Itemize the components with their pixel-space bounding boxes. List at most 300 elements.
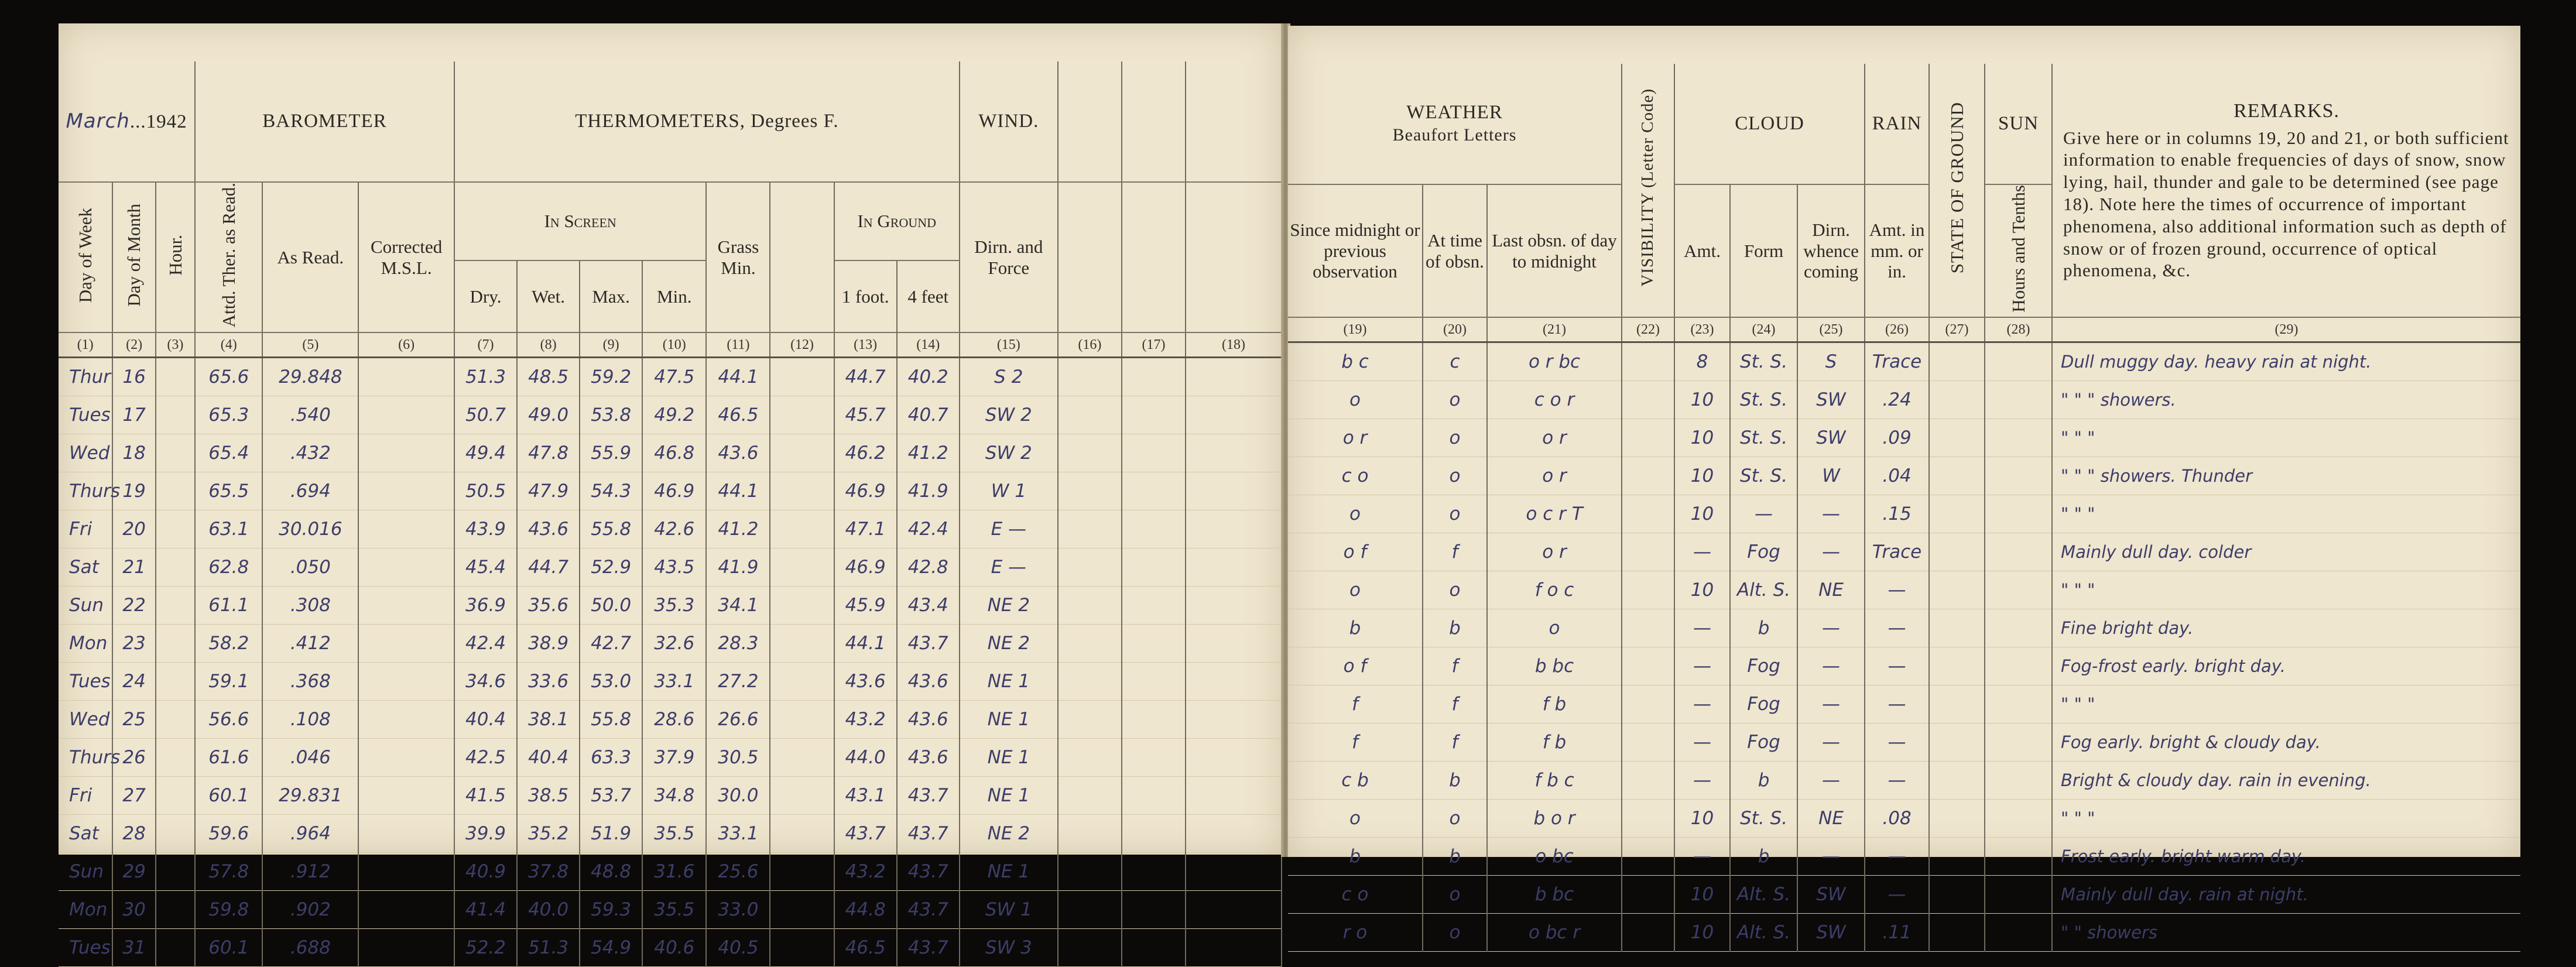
right-table-cell bbox=[1929, 533, 1985, 571]
right-table-cell: Alt. S. bbox=[1730, 914, 1797, 952]
left-table-cell: 18 bbox=[112, 434, 155, 472]
right-table-row bbox=[1288, 609, 2520, 647]
left-table-cell: 23 bbox=[112, 625, 155, 663]
left-table-cell: 43.7 bbox=[897, 777, 960, 815]
right-table-cell: 10 bbox=[1674, 571, 1730, 609]
right-table-cell: o f bbox=[1288, 647, 1423, 685]
left-table-cell bbox=[770, 434, 834, 472]
left-table-cell: 40.7 bbox=[897, 396, 960, 434]
left-table-cell: 42.7 bbox=[580, 625, 642, 663]
right-table-row bbox=[1288, 762, 2520, 800]
left-table-cell: 43.7 bbox=[897, 891, 960, 929]
left-table-row bbox=[59, 663, 1282, 701]
right-table-cell: b bbox=[1423, 762, 1487, 800]
visibility-header: VISIBILITY (Letter Code) bbox=[1622, 64, 1674, 317]
right-table-row bbox=[1288, 647, 2520, 685]
right-table-cell: b bbox=[1730, 838, 1797, 876]
left-table-cell: 26.6 bbox=[706, 701, 770, 739]
right-table-cell: b bbox=[1423, 609, 1487, 647]
left-observation-table bbox=[59, 61, 1282, 967]
right-table-cell: Fog-frost early. bright day. bbox=[2052, 647, 2520, 685]
left-page bbox=[59, 23, 1283, 959]
right-table-cell: o bbox=[1423, 914, 1487, 952]
right-table-cell: — bbox=[1797, 647, 1865, 685]
left-table-cell bbox=[1122, 472, 1186, 510]
left-table-cell: 65.3 bbox=[195, 396, 262, 434]
wet-header: Wet. bbox=[517, 260, 580, 332]
left-table-cell: 44.7 bbox=[517, 548, 580, 587]
left-table-cell: 41.2 bbox=[706, 510, 770, 548]
left-table-cell bbox=[1186, 739, 1282, 777]
right-table-cell: o bbox=[1423, 419, 1487, 457]
left-table-cell: Mon bbox=[59, 891, 112, 929]
left-table-cell: Tues bbox=[59, 663, 112, 701]
left-table-cell: NE 1 bbox=[960, 663, 1058, 701]
left-table-cell bbox=[1122, 701, 1186, 739]
left-table-cell: Thurs bbox=[59, 739, 112, 777]
left-table-cell bbox=[358, 625, 454, 663]
right-table-cell: — bbox=[1797, 762, 1865, 800]
left-table-cell bbox=[1058, 777, 1122, 815]
left-table-cell bbox=[156, 396, 195, 434]
left-column-number: (13) bbox=[834, 332, 897, 358]
left-table-cell bbox=[770, 358, 834, 396]
left-table-cell: 43.5 bbox=[642, 548, 706, 587]
left-table-cell: 33.1 bbox=[706, 815, 770, 853]
right-table-row bbox=[1288, 457, 2520, 495]
left-table-cell bbox=[1186, 701, 1282, 739]
left-column-number: (6) bbox=[358, 332, 454, 358]
right-table-cell: b bbox=[1730, 609, 1797, 647]
left-table-cell: 44.7 bbox=[834, 358, 897, 396]
left-table-cell: 57.8 bbox=[195, 853, 262, 891]
left-table-cell: Mon bbox=[59, 625, 112, 663]
left-table-cell: W 1 bbox=[960, 472, 1058, 510]
left-table-cell bbox=[358, 548, 454, 587]
left-table-cell bbox=[1122, 929, 1186, 967]
right-table-cell: Mainly dull day. colder bbox=[2052, 533, 2520, 571]
left-table-cell bbox=[770, 625, 834, 663]
weather-header bbox=[1288, 64, 1622, 184]
left-table-cell bbox=[1122, 815, 1186, 853]
right-table-cell: " " showers bbox=[2052, 914, 2520, 952]
right-table-cell: Frost early. bright warm day. bbox=[2052, 838, 2520, 876]
remarks-header bbox=[2052, 64, 2520, 317]
left-table-cell: 55.9 bbox=[580, 434, 642, 472]
right-column-number: (21) bbox=[1487, 317, 1622, 342]
left-table-cell bbox=[1186, 358, 1282, 396]
right-column-number: (19) bbox=[1288, 317, 1423, 342]
right-table-cell bbox=[1985, 457, 2052, 495]
right-table-cell: Fog bbox=[1730, 647, 1797, 685]
left-table-cell: 39.9 bbox=[454, 815, 517, 853]
right-table-cell: f b c bbox=[1487, 762, 1622, 800]
right-table-cell: 8 bbox=[1674, 342, 1730, 381]
left-table-cell: Wed bbox=[59, 434, 112, 472]
one-foot-header: 1 foot. bbox=[834, 260, 897, 332]
right-table-cell: — bbox=[1865, 876, 1929, 914]
left-table-cell: 65.6 bbox=[195, 358, 262, 396]
right-table-cell: o r bbox=[1487, 457, 1622, 495]
right-table-cell: Fog early. bright & cloudy day. bbox=[2052, 723, 2520, 762]
left-table-cell: 43.7 bbox=[897, 929, 960, 967]
right-table-cell: — bbox=[1797, 533, 1865, 571]
left-table-cell bbox=[156, 853, 195, 891]
left-table-cell: Sun bbox=[59, 853, 112, 891]
left-table-cell bbox=[1058, 548, 1122, 587]
right-table-cell: o r bbox=[1487, 419, 1622, 457]
left-table-cell bbox=[358, 701, 454, 739]
left-table-cell: 35.2 bbox=[517, 815, 580, 853]
right-table-cell: c o r bbox=[1487, 381, 1622, 419]
left-table-cell bbox=[1122, 510, 1186, 548]
month-name: March bbox=[66, 109, 130, 133]
left-table-cell: 46.9 bbox=[834, 472, 897, 510]
left-table-cell bbox=[770, 701, 834, 739]
right-table-cell: Fog bbox=[1730, 685, 1797, 723]
left-table-cell: 17 bbox=[112, 396, 155, 434]
right-table-row bbox=[1288, 571, 2520, 609]
right-table-cell: — bbox=[1674, 762, 1730, 800]
rain-amt-header: Amt. in mm. or in. bbox=[1865, 184, 1929, 317]
left-table-cell: 46.9 bbox=[834, 548, 897, 587]
left-table-cell: 27 bbox=[112, 777, 155, 815]
left-table-row bbox=[59, 853, 1282, 891]
left-table-cell: 38.5 bbox=[517, 777, 580, 815]
right-table-cell: 10 bbox=[1674, 876, 1730, 914]
left-table-row bbox=[59, 587, 1282, 625]
right-table-cell: Mainly dull day. rain at night. bbox=[2052, 876, 2520, 914]
right-table-cell: .09 bbox=[1865, 419, 1929, 457]
left-table-cell: 47.5 bbox=[642, 358, 706, 396]
left-table-cell: 45.4 bbox=[454, 548, 517, 587]
blank-sub-16 bbox=[1058, 182, 1122, 332]
right-observation-table bbox=[1288, 64, 2520, 952]
right-table-cell bbox=[1622, 647, 1674, 685]
right-table-cell: SW bbox=[1797, 876, 1865, 914]
right-table-cell: — bbox=[1865, 838, 1929, 876]
left-table-cell: 46.5 bbox=[706, 396, 770, 434]
left-table-cell bbox=[1122, 777, 1186, 815]
right-table-cell: — bbox=[1865, 685, 1929, 723]
at-time-header: At time of obsn. bbox=[1423, 184, 1487, 317]
blank-header-16 bbox=[1058, 61, 1122, 182]
left-table-row bbox=[59, 777, 1282, 815]
right-table-row bbox=[1288, 685, 2520, 723]
left-table-cell: 55.8 bbox=[580, 701, 642, 739]
right-table-cell: o bbox=[1423, 876, 1487, 914]
left-table-cell: NE 2 bbox=[960, 625, 1058, 663]
left-table-cell: 49.0 bbox=[517, 396, 580, 434]
right-table-cell: b bbox=[1288, 838, 1423, 876]
attd-ther-header: Attd. Ther. as Read. bbox=[195, 182, 262, 332]
right-table-cell bbox=[1985, 723, 2052, 762]
left-table-cell: 41.2 bbox=[897, 434, 960, 472]
left-table-cell bbox=[1186, 587, 1282, 625]
left-table-cell: 28.6 bbox=[642, 701, 706, 739]
right-table-cell: 10 bbox=[1674, 800, 1730, 838]
right-table-cell bbox=[1622, 609, 1674, 647]
left-table-cell: 42.6 bbox=[642, 510, 706, 548]
right-table-cell bbox=[1985, 800, 2052, 838]
right-table-cell: Fog bbox=[1730, 533, 1797, 571]
left-table-cell: 44.8 bbox=[834, 891, 897, 929]
right-table-row bbox=[1288, 800, 2520, 838]
left-column-number: (1) bbox=[59, 332, 112, 358]
right-column-number: (29) bbox=[2052, 317, 2520, 342]
left-table-cell: 26 bbox=[112, 739, 155, 777]
right-table-cell: " " " bbox=[2052, 419, 2520, 457]
right-table-cell bbox=[1985, 571, 2052, 609]
left-table-cell bbox=[1122, 358, 1186, 396]
left-table-cell: 43.6 bbox=[897, 663, 960, 701]
right-table-cell: Dull muggy day. heavy rain at night. bbox=[2052, 342, 2520, 381]
right-table-row bbox=[1288, 381, 2520, 419]
left-table-cell: 22 bbox=[112, 587, 155, 625]
right-table-cell: Alt. S. bbox=[1730, 876, 1797, 914]
left-column-number: (5) bbox=[262, 332, 358, 358]
left-table-cell: 58.2 bbox=[195, 625, 262, 663]
left-table-cell bbox=[1186, 434, 1282, 472]
right-table-row bbox=[1288, 342, 2520, 381]
right-column-number: (28) bbox=[1985, 317, 2052, 342]
left-table-cell bbox=[770, 929, 834, 967]
left-table-cell bbox=[358, 663, 454, 701]
left-column-number: (12) bbox=[770, 332, 834, 358]
left-table-row bbox=[59, 358, 1282, 396]
left-table-cell: Thur bbox=[59, 358, 112, 396]
right-table-cell: — bbox=[1674, 647, 1730, 685]
left-table-cell: .912 bbox=[262, 853, 358, 891]
right-table-cell bbox=[1622, 914, 1674, 952]
right-table-body bbox=[1288, 342, 2520, 952]
left-table-cell: 40.5 bbox=[706, 929, 770, 967]
left-table-cell bbox=[1058, 739, 1122, 777]
right-table-cell: — bbox=[1865, 723, 1929, 762]
left-table-cell: 37.8 bbox=[517, 853, 580, 891]
left-table-cell bbox=[358, 739, 454, 777]
left-table-cell: 40.6 bbox=[642, 929, 706, 967]
right-table-cell: f bbox=[1423, 723, 1487, 762]
left-table-cell: 52.9 bbox=[580, 548, 642, 587]
left-table-cell: 59.3 bbox=[580, 891, 642, 929]
right-table-cell: Trace bbox=[1865, 533, 1929, 571]
last-obs-header: Last obsn. of day to midnight bbox=[1487, 184, 1622, 317]
right-table-cell: .15 bbox=[1865, 495, 1929, 533]
left-table-cell: 25.6 bbox=[706, 853, 770, 891]
left-table-cell: NE 1 bbox=[960, 777, 1058, 815]
left-table-cell: .964 bbox=[262, 815, 358, 853]
left-table-cell bbox=[358, 815, 454, 853]
left-table-cell bbox=[1186, 396, 1282, 434]
right-table-cell: St. S. bbox=[1730, 342, 1797, 381]
left-table-cell: 42.5 bbox=[454, 739, 517, 777]
right-table-cell bbox=[1929, 495, 1985, 533]
left-table-cell bbox=[1186, 891, 1282, 929]
right-table-cell: o bbox=[1423, 800, 1487, 838]
left-table-cell bbox=[358, 510, 454, 548]
right-table-cell: — bbox=[1797, 723, 1865, 762]
left-table-cell: 25 bbox=[112, 701, 155, 739]
right-table-cell: 10 bbox=[1674, 457, 1730, 495]
left-column-number: (18) bbox=[1186, 332, 1282, 358]
corrected-msl-header: Corrected M.S.L. bbox=[358, 182, 454, 332]
left-table-cell: 45.9 bbox=[834, 587, 897, 625]
right-table-cell: c bbox=[1423, 342, 1487, 381]
right-table-cell bbox=[1622, 419, 1674, 457]
left-table-cell bbox=[358, 587, 454, 625]
right-table-cell: o bbox=[1423, 381, 1487, 419]
right-table-row bbox=[1288, 723, 2520, 762]
left-table-row bbox=[59, 434, 1282, 472]
left-table-cell bbox=[1186, 510, 1282, 548]
right-table-cell: b bc bbox=[1487, 876, 1622, 914]
left-table-cell bbox=[156, 472, 195, 510]
left-table-cell: .046 bbox=[262, 739, 358, 777]
right-table-cell bbox=[1929, 571, 1985, 609]
left-table-cell: .108 bbox=[262, 701, 358, 739]
left-column-number: (4) bbox=[195, 332, 262, 358]
left-table-cell bbox=[1058, 625, 1122, 663]
left-table-cell bbox=[1058, 663, 1122, 701]
day-of-month-header: Day of Month bbox=[112, 182, 155, 332]
left-table-cell: .368 bbox=[262, 663, 358, 701]
left-table-cell: 47.8 bbox=[517, 434, 580, 472]
left-table-cell: 53.7 bbox=[580, 777, 642, 815]
right-table-cell: b c bbox=[1288, 342, 1423, 381]
left-table-cell: 59.1 bbox=[195, 663, 262, 701]
year-label: ...1942 bbox=[129, 111, 187, 132]
right-table-cell: SW bbox=[1797, 381, 1865, 419]
left-table-row bbox=[59, 472, 1282, 510]
left-table-cell bbox=[1122, 739, 1186, 777]
right-table-cell bbox=[1929, 419, 1985, 457]
left-table-cell: 63.3 bbox=[580, 739, 642, 777]
right-table-cell: o c r T bbox=[1487, 495, 1622, 533]
right-table-cell: — bbox=[1797, 495, 1865, 533]
left-table-cell bbox=[358, 472, 454, 510]
left-table-cell: Fri bbox=[59, 510, 112, 548]
left-table-cell: 42.4 bbox=[454, 625, 517, 663]
max-header: Max. bbox=[580, 260, 642, 332]
left-table-cell bbox=[156, 739, 195, 777]
right-table-cell: — bbox=[1674, 533, 1730, 571]
left-table-cell: 48.8 bbox=[580, 853, 642, 891]
left-column-numbers bbox=[59, 332, 1282, 358]
right-table-cell: — bbox=[1865, 571, 1929, 609]
left-table-cell: 40.0 bbox=[517, 891, 580, 929]
left-column-number: (16) bbox=[1058, 332, 1122, 358]
left-table-row bbox=[59, 548, 1282, 587]
dry-header: Dry. bbox=[454, 260, 517, 332]
right-table-cell: o bbox=[1423, 495, 1487, 533]
left-table-cell bbox=[1122, 625, 1186, 663]
left-table-cell: 54.9 bbox=[580, 929, 642, 967]
left-table-cell: 51.9 bbox=[580, 815, 642, 853]
left-table-cell: .688 bbox=[262, 929, 358, 967]
right-table-cell: c o bbox=[1288, 876, 1423, 914]
left-column-number: (2) bbox=[112, 332, 155, 358]
left-table-cell bbox=[156, 891, 195, 929]
right-table-cell: o bbox=[1288, 571, 1423, 609]
right-table-row bbox=[1288, 838, 2520, 876]
left-table-cell: 38.1 bbox=[517, 701, 580, 739]
left-table-cell: NE 1 bbox=[960, 853, 1058, 891]
right-table-cell: " " " bbox=[2052, 800, 2520, 838]
right-table-cell: Alt. S. bbox=[1730, 571, 1797, 609]
right-table-cell: — bbox=[1797, 609, 1865, 647]
right-table-cell: f bbox=[1423, 647, 1487, 685]
left-table-cell: 24 bbox=[112, 663, 155, 701]
left-table-cell: 35.6 bbox=[517, 587, 580, 625]
left-table-cell: 36.9 bbox=[454, 587, 517, 625]
left-table-cell bbox=[770, 663, 834, 701]
left-table-cell: 43.6 bbox=[897, 739, 960, 777]
left-table-cell bbox=[1058, 396, 1122, 434]
left-table-cell bbox=[1122, 587, 1186, 625]
right-table-cell: f b bbox=[1487, 723, 1622, 762]
left-table-cell: 21 bbox=[112, 548, 155, 587]
left-column-number: (7) bbox=[454, 332, 517, 358]
right-table-cell: f bbox=[1288, 685, 1423, 723]
blank-header-18 bbox=[1186, 61, 1282, 182]
left-table-cell: Sun bbox=[59, 587, 112, 625]
left-table-cell: NE 1 bbox=[960, 701, 1058, 739]
left-table-cell: 50.5 bbox=[454, 472, 517, 510]
left-column-number: (14) bbox=[897, 332, 960, 358]
left-table-cell: 31.6 bbox=[642, 853, 706, 891]
day-of-week-header: Day of Week bbox=[59, 182, 112, 332]
left-table-cell: 51.3 bbox=[517, 929, 580, 967]
state-of-ground-header: STATE OF GROUND bbox=[1929, 64, 1985, 317]
right-table-cell: — bbox=[1674, 609, 1730, 647]
left-table-cell bbox=[1058, 929, 1122, 967]
right-table-cell: f bbox=[1423, 685, 1487, 723]
right-table-cell: " " " bbox=[2052, 495, 2520, 533]
right-table-cell: o bc r bbox=[1487, 914, 1622, 952]
thermometers-header: THERMOMETERS, Degrees F. bbox=[454, 61, 960, 182]
right-table-cell: .04 bbox=[1865, 457, 1929, 495]
left-table-cell bbox=[1058, 358, 1122, 396]
sun-hours-header: Hours and Tenths bbox=[1985, 184, 2052, 317]
left-table-row bbox=[59, 510, 1282, 548]
right-table-cell bbox=[1622, 838, 1674, 876]
left-column-number: (11) bbox=[706, 332, 770, 358]
remarks-instructions: Give here or in columns 19, 20 and 21, or both sufficient information to enable frequencies of days of snow, snow lying, hail, thunder and gale to be determined (see page 18). Note here the times of occurrence of important phenomena, also additional information such as depth of snow or of frozen ground, occurrence of optical phenomena, &c. bbox=[2063, 127, 2509, 281]
right-table-cell: — bbox=[1797, 685, 1865, 723]
wind-dirn-force-header: Dirn. and Force bbox=[960, 182, 1058, 332]
left-table-cell: 43.1 bbox=[834, 777, 897, 815]
left-table-cell: S 2 bbox=[960, 358, 1058, 396]
left-table-cell: 59.8 bbox=[195, 891, 262, 929]
right-table-cell: — bbox=[1674, 723, 1730, 762]
right-table-cell: Fog bbox=[1730, 723, 1797, 762]
right-table-cell bbox=[1985, 342, 2052, 381]
left-table-cell: 47.1 bbox=[834, 510, 897, 548]
right-table-row bbox=[1288, 495, 2520, 533]
right-table-cell: b bbox=[1288, 609, 1423, 647]
left-table-cell: 34.1 bbox=[706, 587, 770, 625]
left-table-cell: 46.2 bbox=[834, 434, 897, 472]
left-table-cell: SW 2 bbox=[960, 396, 1058, 434]
right-column-number: (20) bbox=[1423, 317, 1487, 342]
right-table-cell: SW bbox=[1797, 914, 1865, 952]
right-table-cell: SW bbox=[1797, 419, 1865, 457]
left-table-cell: 41.5 bbox=[454, 777, 517, 815]
right-table-cell bbox=[1929, 914, 1985, 952]
as-read-header: As Read. bbox=[262, 182, 358, 332]
left-table-cell bbox=[1122, 853, 1186, 891]
